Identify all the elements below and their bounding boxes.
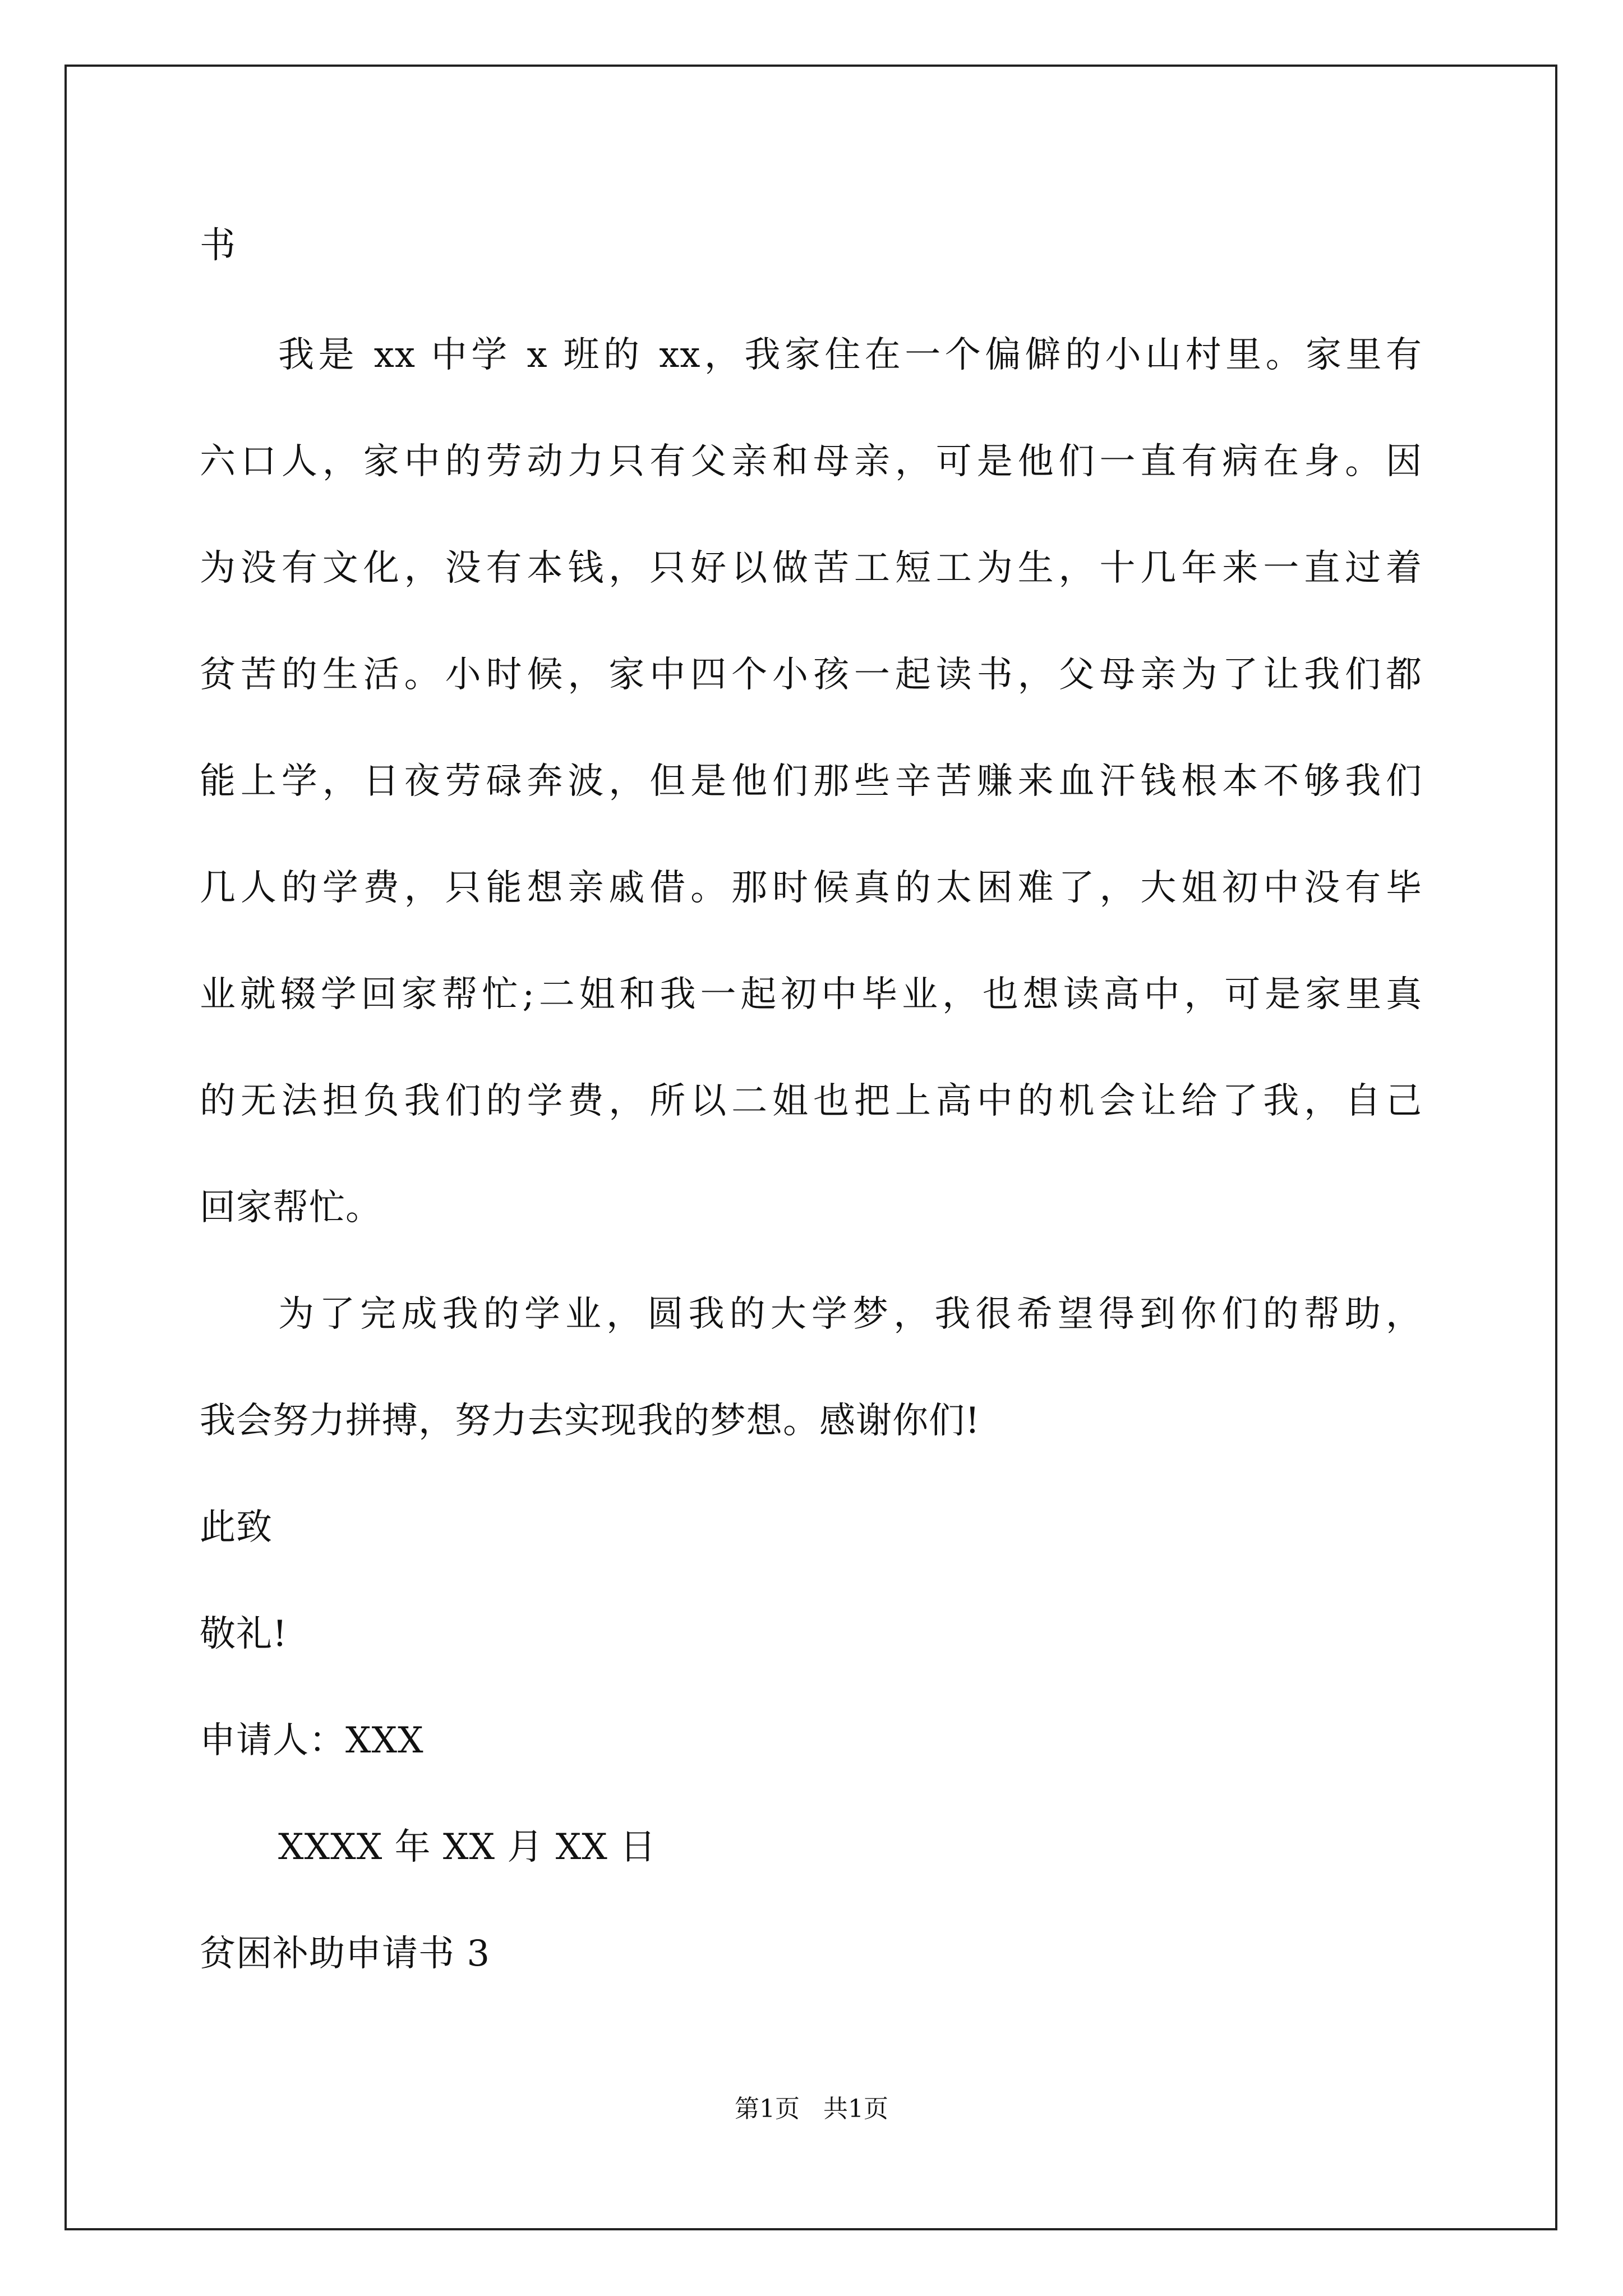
date-line: XXXX 年 XX 月 XX 日 (278, 1826, 657, 1868)
closing-regards: 敬礼! (200, 1613, 288, 1655)
text-line-para1-6: 几人的学费，只能想亲戚借。那时候真的太困难了，大姐初中没有毕 (200, 867, 1422, 909)
text-line-para1-8: 的无法担负我们的学费，所以二姐也把上高中的机会让给了我，自己 (200, 1080, 1422, 1122)
page-footer: 第1页 共1页 (735, 2095, 888, 2123)
text-line-para2-2: 我会努力拼搏，努力去实现我的梦想。感谢你们! (200, 1400, 980, 1442)
next-section-title: 贫困补助申请书 3 (200, 1933, 491, 1975)
text-line-para1-3: 为没有文化，没有本钱，只好以做苦工短工为生，十几年来一直过着 (200, 547, 1422, 589)
closing-salutation: 此致 (200, 1507, 273, 1548)
text-line-para1-1: 我是 xx 中学 x 班的 xx，我家住在一个偏僻的小山村里。家里有 (278, 334, 1422, 376)
text-line-para1-2: 六口人，家中的劳动力只有父亲和母亲，可是他们一直有病在身。因 (200, 441, 1422, 482)
applicant-line: 申请人：XXX (200, 1720, 424, 1761)
text-line-para1-4: 贫苦的生活。小时候，家中四个小孩一起读书，父母亲为了让我们都 (200, 654, 1422, 696)
text-line-para2-1: 为了完成我的学业，圆我的大学梦，我很希望得到你们的帮助， (278, 1294, 1422, 1335)
text-line-para1-7: 业就辍学回家帮忙;二姐和我一起初中毕业，也想读高中，可是家里真 (200, 974, 1422, 1015)
text-line-para1-5: 能上学，日夜劳碌奔波，但是他们那些辛苦赚来血汗钱根本不够我们 (200, 761, 1422, 802)
text-line-para1-9: 回家帮忙。 (200, 1187, 382, 1228)
text-line-heading-fragment: 书 (200, 225, 236, 266)
page-border (64, 65, 1557, 2230)
